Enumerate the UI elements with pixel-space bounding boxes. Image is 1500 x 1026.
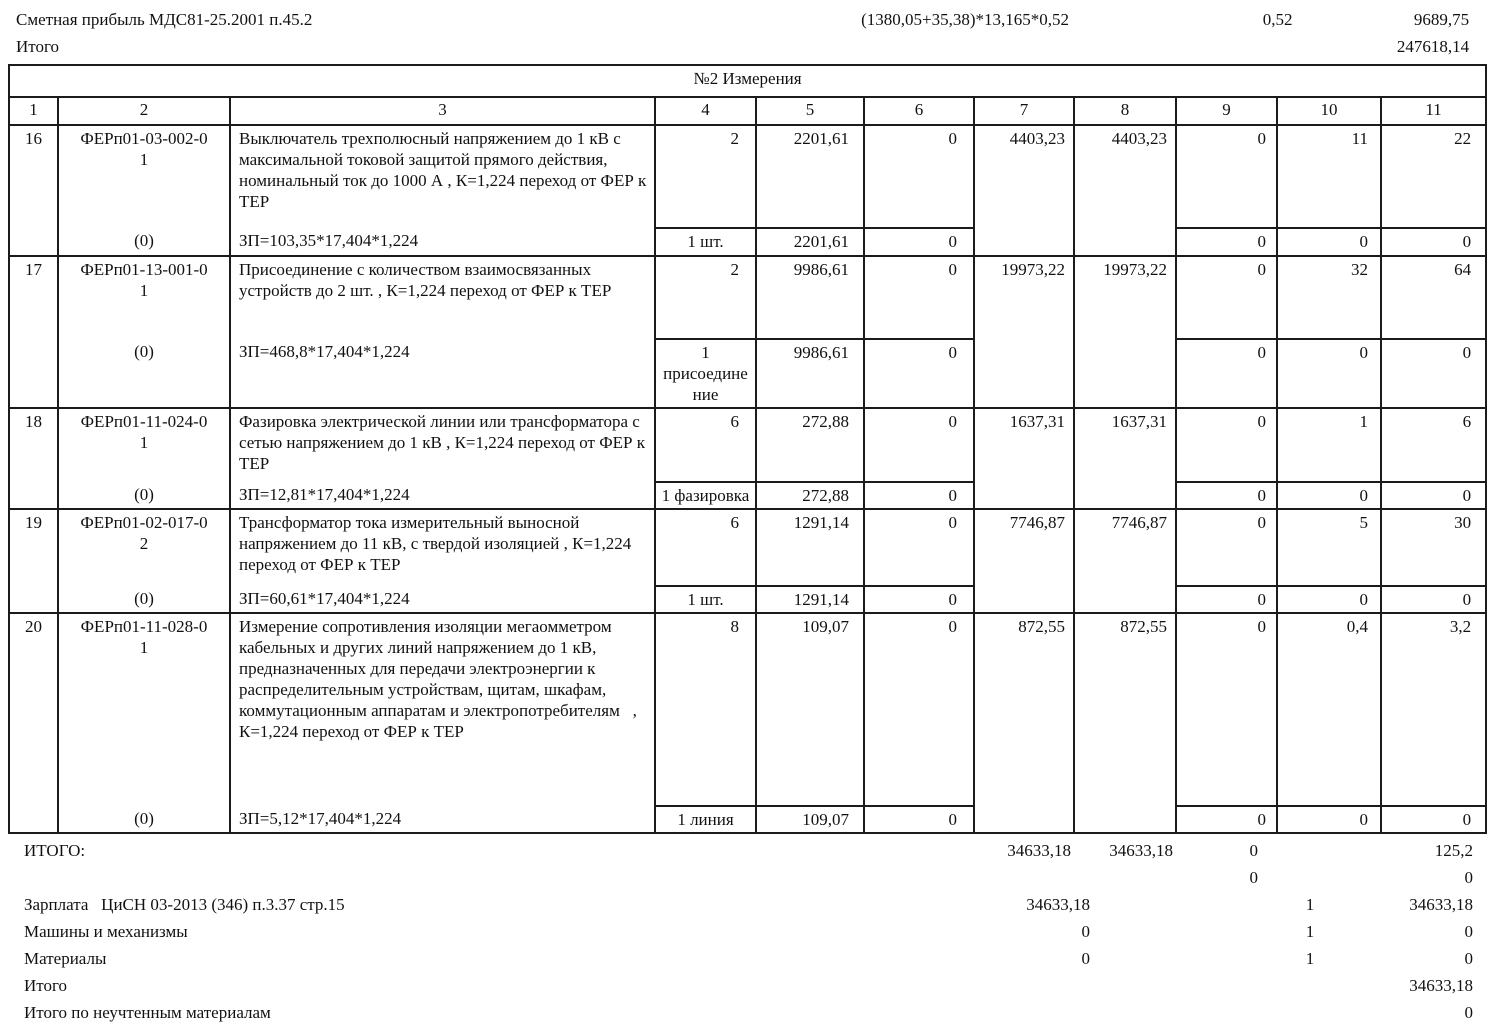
top-row-subtotal [8, 33, 1485, 60]
item-number-spacer [9, 482, 58, 509]
unit-cost: 272,88 [756, 408, 864, 482]
total-cost: 872,55 [974, 613, 1074, 833]
estimate-subitem-row [9, 228, 1486, 256]
col9-value: 0 [1176, 256, 1277, 339]
totals-row-zarplata [8, 891, 1485, 918]
col6-value: 0 [864, 256, 974, 339]
item-description: Фазировка электрической линии или трансформатора с сетью напряжением до 1 кВ , К=1,224 переход от ФЕР к ТЕР [230, 408, 655, 482]
total-cost: 19973,22 [974, 256, 1074, 408]
totals-row-blank [8, 864, 1485, 891]
totals-c9: 0 [1249, 868, 1259, 887]
totals-row-machines [8, 918, 1485, 945]
totals-c11: 0 [1464, 1003, 1474, 1022]
item-number: 18 [9, 408, 58, 482]
col6-value: 0 [864, 613, 974, 806]
item-description: Присоединение с количеством взаимосвязанных устройств до 2 шт. , К=1,224 переход от ФЕР к ТЕР [230, 256, 655, 339]
item-number: 17 [9, 256, 58, 339]
labor-unit: 32 [1277, 256, 1381, 339]
total-cost: 4403,23 [974, 125, 1074, 256]
col6-value: 0 [864, 408, 974, 482]
totals-row-itogo2 [8, 972, 1485, 999]
sub-col9-value: 0 [1176, 586, 1277, 613]
totals-label: Материалы [24, 949, 107, 968]
sub-col6-value: 0 [864, 806, 974, 833]
totals-c7: 0 [1081, 922, 1091, 941]
item-code: ФЕРп01-11-024-0 1 [58, 408, 230, 482]
col-header-6: 6 [864, 97, 974, 125]
labor-unit: 0,4 [1277, 613, 1381, 806]
totals-row-materials [8, 945, 1485, 972]
column-number-header-row [9, 97, 1486, 125]
col-header-4: 4 [655, 97, 756, 125]
overhead-formula: (1380,05+35,38)*13,165*0,52 [861, 10, 1070, 29]
sub-labor-total: 0 [1381, 339, 1486, 408]
unit-cost: 1291,14 [756, 509, 864, 586]
estimate-subitem-row [9, 586, 1486, 613]
totals-c7: 0 [1081, 949, 1091, 968]
totals-label: Зарплата ЦиСН 03-2013 (346) п.3.37 стр.15 [24, 895, 345, 914]
item-code: ФЕРп01-13-001-0 1 [58, 256, 230, 339]
unit-label: 1 фазировка [655, 482, 756, 509]
sub-label: (0) [58, 806, 230, 833]
col-header-11: 11 [1381, 97, 1486, 125]
sub-col6-value: 0 [864, 586, 974, 613]
totals-c11: 0 [1464, 922, 1474, 941]
total-cost-2: 7746,87 [1074, 509, 1176, 613]
col6-value: 0 [864, 125, 974, 228]
col6-value: 0 [864, 509, 974, 586]
item-description: Измерение сопротивления изоляции мегаомметром кабельных и других линий напряжением до 1 кВ, предназначенных для передачи электроэнергии к распределительным устройствам, щитам, шкафам, коммутационным аппаратам и электропотребителям , К=1,224 переход от ФЕР к ТЕР [230, 613, 655, 806]
sub-unit-cost: 1291,14 [756, 586, 864, 613]
totals-c7: 34633,18 [1007, 841, 1072, 860]
totals-c10: 1 [1305, 949, 1315, 968]
section-title: №2 Измерения [9, 65, 1486, 97]
zp-formula: ЗП=103,35*17,404*1,224 [230, 228, 655, 256]
totals-row-unaccounted [8, 999, 1485, 1026]
total-cost: 7746,87 [974, 509, 1074, 613]
item-number-spacer [9, 339, 58, 408]
zp-formula: ЗП=60,61*17,404*1,224 [230, 586, 655, 613]
labor-total: 3,2 [1381, 613, 1486, 806]
sub-label: (0) [58, 482, 230, 509]
zp-formula: ЗП=5,12*17,404*1,224 [230, 806, 655, 833]
zp-formula: ЗП=12,81*17,404*1,224 [230, 482, 655, 509]
total-cost-2: 1637,31 [1074, 408, 1176, 509]
labor-total: 64 [1381, 256, 1486, 339]
section-band-row [9, 65, 1486, 97]
unit-cost: 2201,61 [756, 125, 864, 228]
quantity: 2 [655, 256, 756, 339]
totals-c11: 0 [1464, 868, 1474, 887]
overhead-label: Сметная прибыль МДС81-25.2001 п.45.2 [16, 10, 313, 29]
col-header-5: 5 [756, 97, 864, 125]
col-header-10: 10 [1277, 97, 1381, 125]
quantity: 8 [655, 613, 756, 806]
estimate-table [8, 64, 1487, 834]
sub-col9-value: 0 [1176, 228, 1277, 256]
labor-total: 22 [1381, 125, 1486, 228]
totals-label: ИТОГО: [24, 841, 86, 860]
labor-total: 30 [1381, 509, 1486, 586]
unit-label: 1 присоедине ние [655, 339, 756, 408]
sub-unit-cost: 272,88 [756, 482, 864, 509]
totals-c8: 34633,18 [1109, 841, 1174, 860]
item-number: 16 [9, 125, 58, 228]
sub-label: (0) [58, 586, 230, 613]
col-header-8: 8 [1074, 97, 1176, 125]
item-code: ФЕРп01-02-017-0 2 [58, 509, 230, 586]
totals-c11: 34633,18 [1409, 895, 1474, 914]
item-number-spacer [9, 586, 58, 613]
estimate-item-row [9, 613, 1486, 806]
unit-label: 1 шт. [655, 586, 756, 613]
col-header-7: 7 [974, 97, 1074, 125]
sub-labor-unit: 0 [1277, 482, 1381, 509]
overhead-amount: 9689,75 [1413, 10, 1470, 29]
sub-col9-value: 0 [1176, 806, 1277, 833]
overhead-coefficient: 0,52 [1262, 10, 1293, 29]
quantity: 2 [655, 125, 756, 228]
estimate-subitem-row [9, 339, 1486, 408]
item-description: Выключатель трехполюсный напряжением до 1 кВ с максимальной токовой защитой прямого действия, номинальный ток до 1000 А , К=1,224 переход от ФЕР к ТЕР [230, 125, 655, 228]
estimate-item-row [9, 509, 1486, 586]
totals-c9: 0 [1249, 841, 1259, 860]
item-code: ФЕРп01-03-002-0 1 [58, 125, 230, 228]
sub-labor-unit: 0 [1277, 228, 1381, 256]
item-number-spacer [9, 806, 58, 833]
estimate-subitem-row [9, 482, 1486, 509]
sub-col6-value: 0 [864, 339, 974, 408]
sub-col6-value: 0 [864, 228, 974, 256]
col9-value: 0 [1176, 408, 1277, 482]
zp-formula: ЗП=468,8*17,404*1,224 [230, 339, 655, 408]
estimate-subitem-row [9, 806, 1486, 833]
sub-unit-cost: 9986,61 [756, 339, 864, 408]
item-description: Трансформатор тока измерительный выносной напряжением до 11 кВ, с твердой изоляцией , К=1,224 переход от ФЕР к ТЕР [230, 509, 655, 586]
sub-col9-value: 0 [1176, 339, 1277, 408]
sub-unit-cost: 2201,61 [756, 228, 864, 256]
subtotal-label: Итого [16, 37, 60, 56]
estimate-item-row [9, 256, 1486, 339]
sub-col9-value: 0 [1176, 482, 1277, 509]
sub-labor-total: 0 [1381, 482, 1486, 509]
col9-value: 0 [1176, 125, 1277, 228]
labor-unit: 5 [1277, 509, 1381, 586]
sub-labor-unit: 0 [1277, 339, 1381, 408]
total-cost: 1637,31 [974, 408, 1074, 509]
item-code: ФЕРп01-11-028-0 1 [58, 613, 230, 806]
totals-c7: 34633,18 [1026, 895, 1091, 914]
sub-col6-value: 0 [864, 482, 974, 509]
col-header-1: 1 [9, 97, 58, 125]
sub-labor-total: 0 [1381, 228, 1486, 256]
totals-table [8, 837, 1485, 1026]
estimate-item-row [9, 408, 1486, 482]
col-header-3: 3 [230, 97, 655, 125]
total-cost-2: 4403,23 [1074, 125, 1176, 256]
labor-unit: 1 [1277, 408, 1381, 482]
totals-label: Итого по неучтенным материалам [24, 1003, 271, 1022]
unit-label: 1 линия [655, 806, 756, 833]
unit-cost: 9986,61 [756, 256, 864, 339]
top-summary-table [8, 6, 1485, 60]
col-header-2: 2 [58, 97, 230, 125]
sub-label: (0) [58, 339, 230, 408]
totals-c10: 1 [1305, 895, 1315, 914]
item-number-spacer [9, 228, 58, 256]
sub-unit-cost: 109,07 [756, 806, 864, 833]
totals-row-itogo [8, 837, 1485, 864]
totals-c11: 0 [1464, 949, 1474, 968]
sub-labor-total: 0 [1381, 586, 1486, 613]
col9-value: 0 [1176, 509, 1277, 586]
unit-cost: 109,07 [756, 613, 864, 806]
totals-c11: 125,2 [1434, 841, 1474, 860]
estimate-item-row [9, 125, 1486, 228]
totals-label: Итого [24, 976, 68, 995]
quantity: 6 [655, 509, 756, 586]
col9-value: 0 [1176, 613, 1277, 806]
quantity: 6 [655, 408, 756, 482]
total-cost-2: 19973,22 [1074, 256, 1176, 408]
sub-label: (0) [58, 228, 230, 256]
totals-c10: 1 [1305, 922, 1315, 941]
sub-labor-total: 0 [1381, 806, 1486, 833]
unit-label: 1 шт. [655, 228, 756, 256]
sub-labor-unit: 0 [1277, 586, 1381, 613]
sub-labor-unit: 0 [1277, 806, 1381, 833]
subtotal-amount: 247618,14 [1396, 37, 1470, 56]
item-number: 19 [9, 509, 58, 586]
total-cost-2: 872,55 [1074, 613, 1176, 833]
labor-unit: 11 [1277, 125, 1381, 228]
top-row-overhead [8, 6, 1485, 33]
totals-c11: 34633,18 [1409, 976, 1474, 995]
labor-total: 6 [1381, 408, 1486, 482]
totals-label: Машины и механизмы [24, 922, 188, 941]
item-number: 20 [9, 613, 58, 806]
col-header-9: 9 [1176, 97, 1277, 125]
